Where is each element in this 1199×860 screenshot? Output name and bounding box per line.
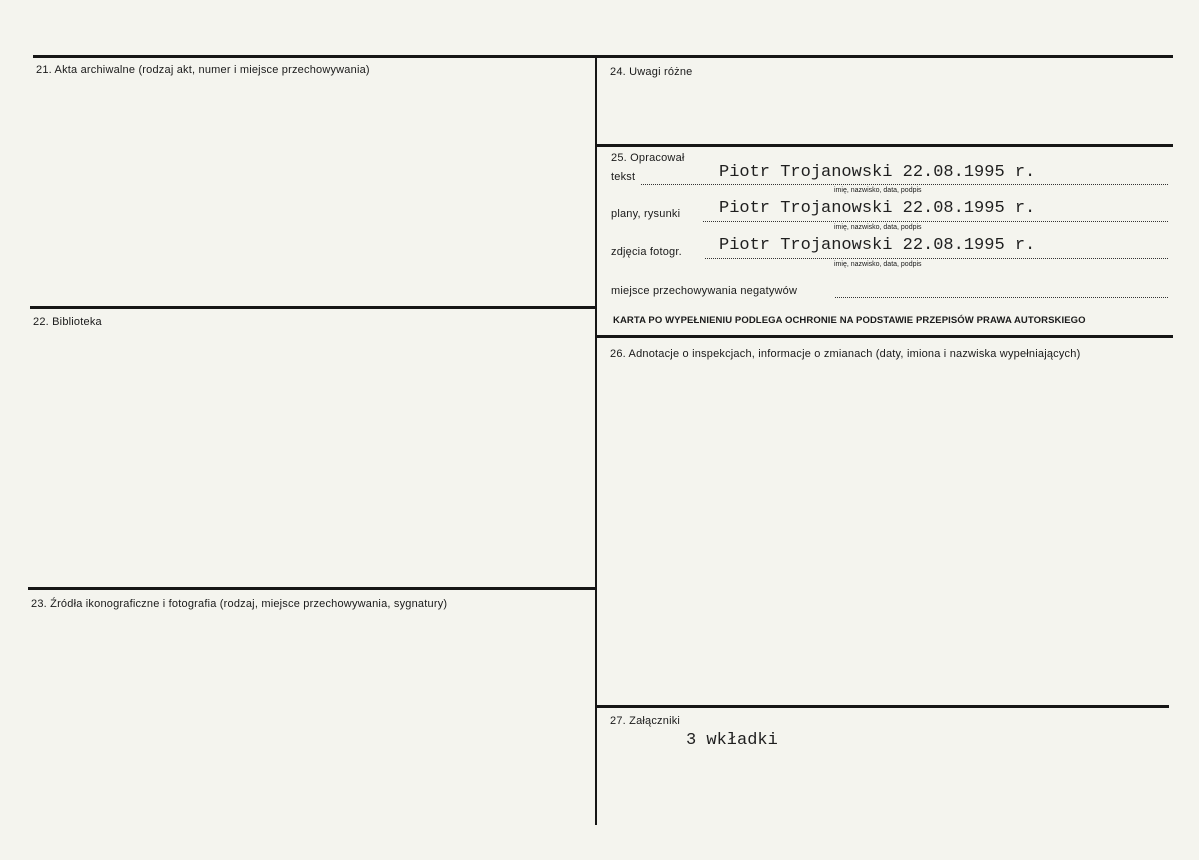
row-plans-dotted-line (703, 221, 1168, 222)
section-24-label: 24. Uwagi różne (610, 66, 693, 78)
right-rule-24-25 (597, 144, 1173, 147)
section-22-label: 22. Biblioteka (33, 316, 102, 328)
attachments-value: 3 wkładki (686, 731, 778, 750)
negatives-label: miejsce przechowywania negatywów (611, 285, 798, 297)
row-plans-caption: imię, nazwisko, data, podpis (834, 224, 922, 231)
left-rule-21-22 (30, 306, 596, 309)
row-photos-dotted-line (705, 258, 1168, 259)
left-rule-22-23 (28, 587, 596, 590)
section-25-label: 25. Opracował (611, 152, 685, 164)
row-text-caption: imię, nazwisko, data, podpis (834, 187, 922, 194)
right-rule-26-27 (597, 705, 1169, 708)
negatives-dotted-line (835, 297, 1168, 298)
row-photos-label: zdjęcia fotogr. (611, 246, 682, 258)
top-rule (33, 55, 1173, 58)
row-photos-caption: imię, nazwisko, data, podpis (834, 261, 922, 268)
section-27-label: 27. Załączniki (610, 715, 681, 727)
row-text-dotted-line (641, 184, 1168, 185)
copyright-note: KARTA PO WYPEŁNIENIU PODLEGA OCHRONIE NA PODSTAWIE PRZEPISÓW PRAWA AUTORSKIEGO (613, 315, 1086, 326)
row-photos-value: Piotr Trojanowski 22.08.1995 r. (719, 236, 1036, 255)
row-plans-value: Piotr Trojanowski 22.08.1995 r. (719, 199, 1036, 218)
row-text-value: Piotr Trojanowski 22.08.1995 r. (719, 163, 1036, 182)
row-plans-label: plany, rysunki (611, 208, 681, 220)
section-23-label: 23. Źródła ikonograficzne i fotografia (rodzaj, miejsce przechowywania, sygnatury) (31, 598, 448, 610)
row-text-label: tekst (611, 171, 636, 183)
section-26-label: 26. Adnotacje o inspekcjach, informacje o zmianach (daty, imiona i nazwiska wypełniających) (610, 348, 1081, 360)
section-21-label: 21. Akta archiwalne (rodzaj akt, numer i miejsce przechowywania) (36, 64, 370, 76)
right-rule-25-26 (597, 335, 1173, 338)
center-divider (595, 56, 597, 825)
